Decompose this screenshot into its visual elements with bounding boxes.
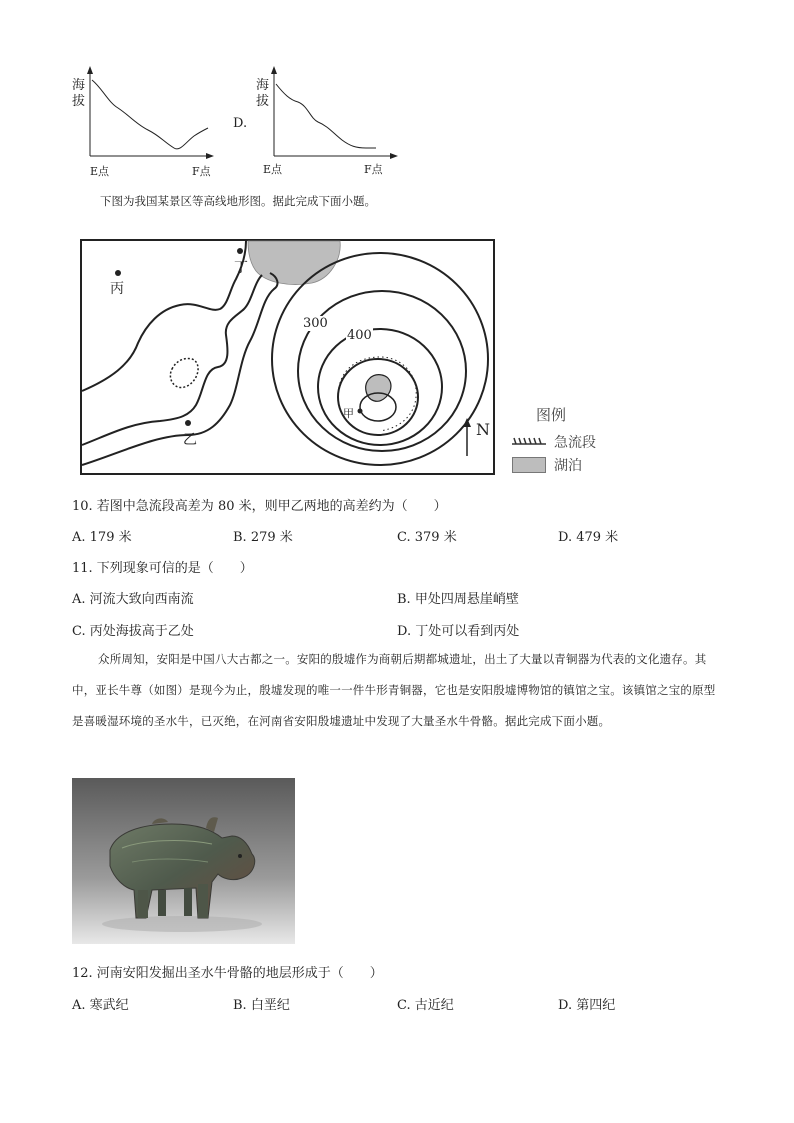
q11-option-a: A. 河流大致向西南流	[72, 592, 194, 607]
map-label-ding: 丁	[234, 260, 248, 276]
map-label-yi: 乙	[183, 432, 197, 448]
question-10-stem: 10. 若图中急流段高差为 80 米，则甲乙两地的高差约为（ ）	[72, 499, 447, 514]
q11-option-c: C. 丙处海拔高于乙处	[72, 624, 194, 639]
north-arrow-icon	[460, 418, 474, 458]
q12-option-a: A. 寒武纪	[72, 998, 129, 1013]
q10-option-b: B. 279 米	[233, 530, 293, 545]
profile-c-ylabel-2: 拔	[72, 94, 86, 109]
q12-option-c: C. 古近纪	[397, 998, 454, 1013]
q11-option-b: B. 甲处四周悬崖峭壁	[397, 592, 519, 607]
passage	[72, 644, 722, 737]
q12-option-d: D. 第四纪	[558, 998, 616, 1013]
rapids-legend-icon	[512, 436, 546, 446]
q10-option-d: D. 479 米	[558, 530, 619, 545]
intro-text: 下图为我国某景区等高线地形图。据此完成下面小题。	[100, 194, 376, 208]
profile-d-x-start: E点	[263, 163, 283, 176]
profile-d-x-end: F点	[364, 163, 383, 176]
passage-text: 众所周知，安阳是中国八大古都之一。安阳的殷墟作为商朝后期都城遗址，出土了大量以青铜器为代表的文化遗存。其中，亚长牛尊（如图）是现今为止，殷墟发现的唯一一件牛形青铜器，它也是安阳殷墟博物馆的镇馆之宝。该镇馆之宝的原型是喜暖湿环境的圣水牛，已灭绝，在河南省安阳殷墟遗址中发现了大量圣水牛骨骼。据此完成下面小题。	[72, 652, 716, 728]
q10-option-a: A. 179 米	[72, 530, 132, 545]
contour-label-400: 400	[347, 328, 372, 343]
lake-legend-swatch	[512, 457, 546, 473]
legend-lake: 湖泊	[554, 458, 582, 474]
profile-c-ylabel-1: 海	[72, 78, 86, 93]
map-label-jia: 甲	[343, 407, 354, 420]
legend-title: 图例	[536, 406, 567, 424]
profile-c-x-end: F点	[192, 165, 211, 178]
legend-rapids: 急流段	[554, 435, 596, 451]
profile-c-x-start: E点	[90, 165, 110, 178]
contour-map	[80, 239, 496, 477]
q12-option-b: B. 白垩纪	[233, 998, 290, 1013]
question-12-stem: 12. 河南安阳发掘出圣水牛骨骼的地层形成于（ ）	[72, 966, 383, 981]
profile-d-ylabel-2: 拔	[256, 94, 270, 109]
contour-label-300: 300	[303, 316, 328, 331]
map-label-bing: 丙	[110, 281, 124, 297]
q11-option-d: D. 丁处可以看到丙处	[397, 624, 520, 639]
question-11-stem: 11. 下列现象可信的是（ ）	[72, 561, 253, 576]
bronze-ox-photo	[72, 778, 295, 944]
q10-option-c: C. 379 米	[397, 530, 457, 545]
north-label: N	[476, 420, 490, 439]
option-d-letter: D.	[233, 116, 248, 131]
profile-d-ylabel-1: 海	[256, 78, 270, 93]
